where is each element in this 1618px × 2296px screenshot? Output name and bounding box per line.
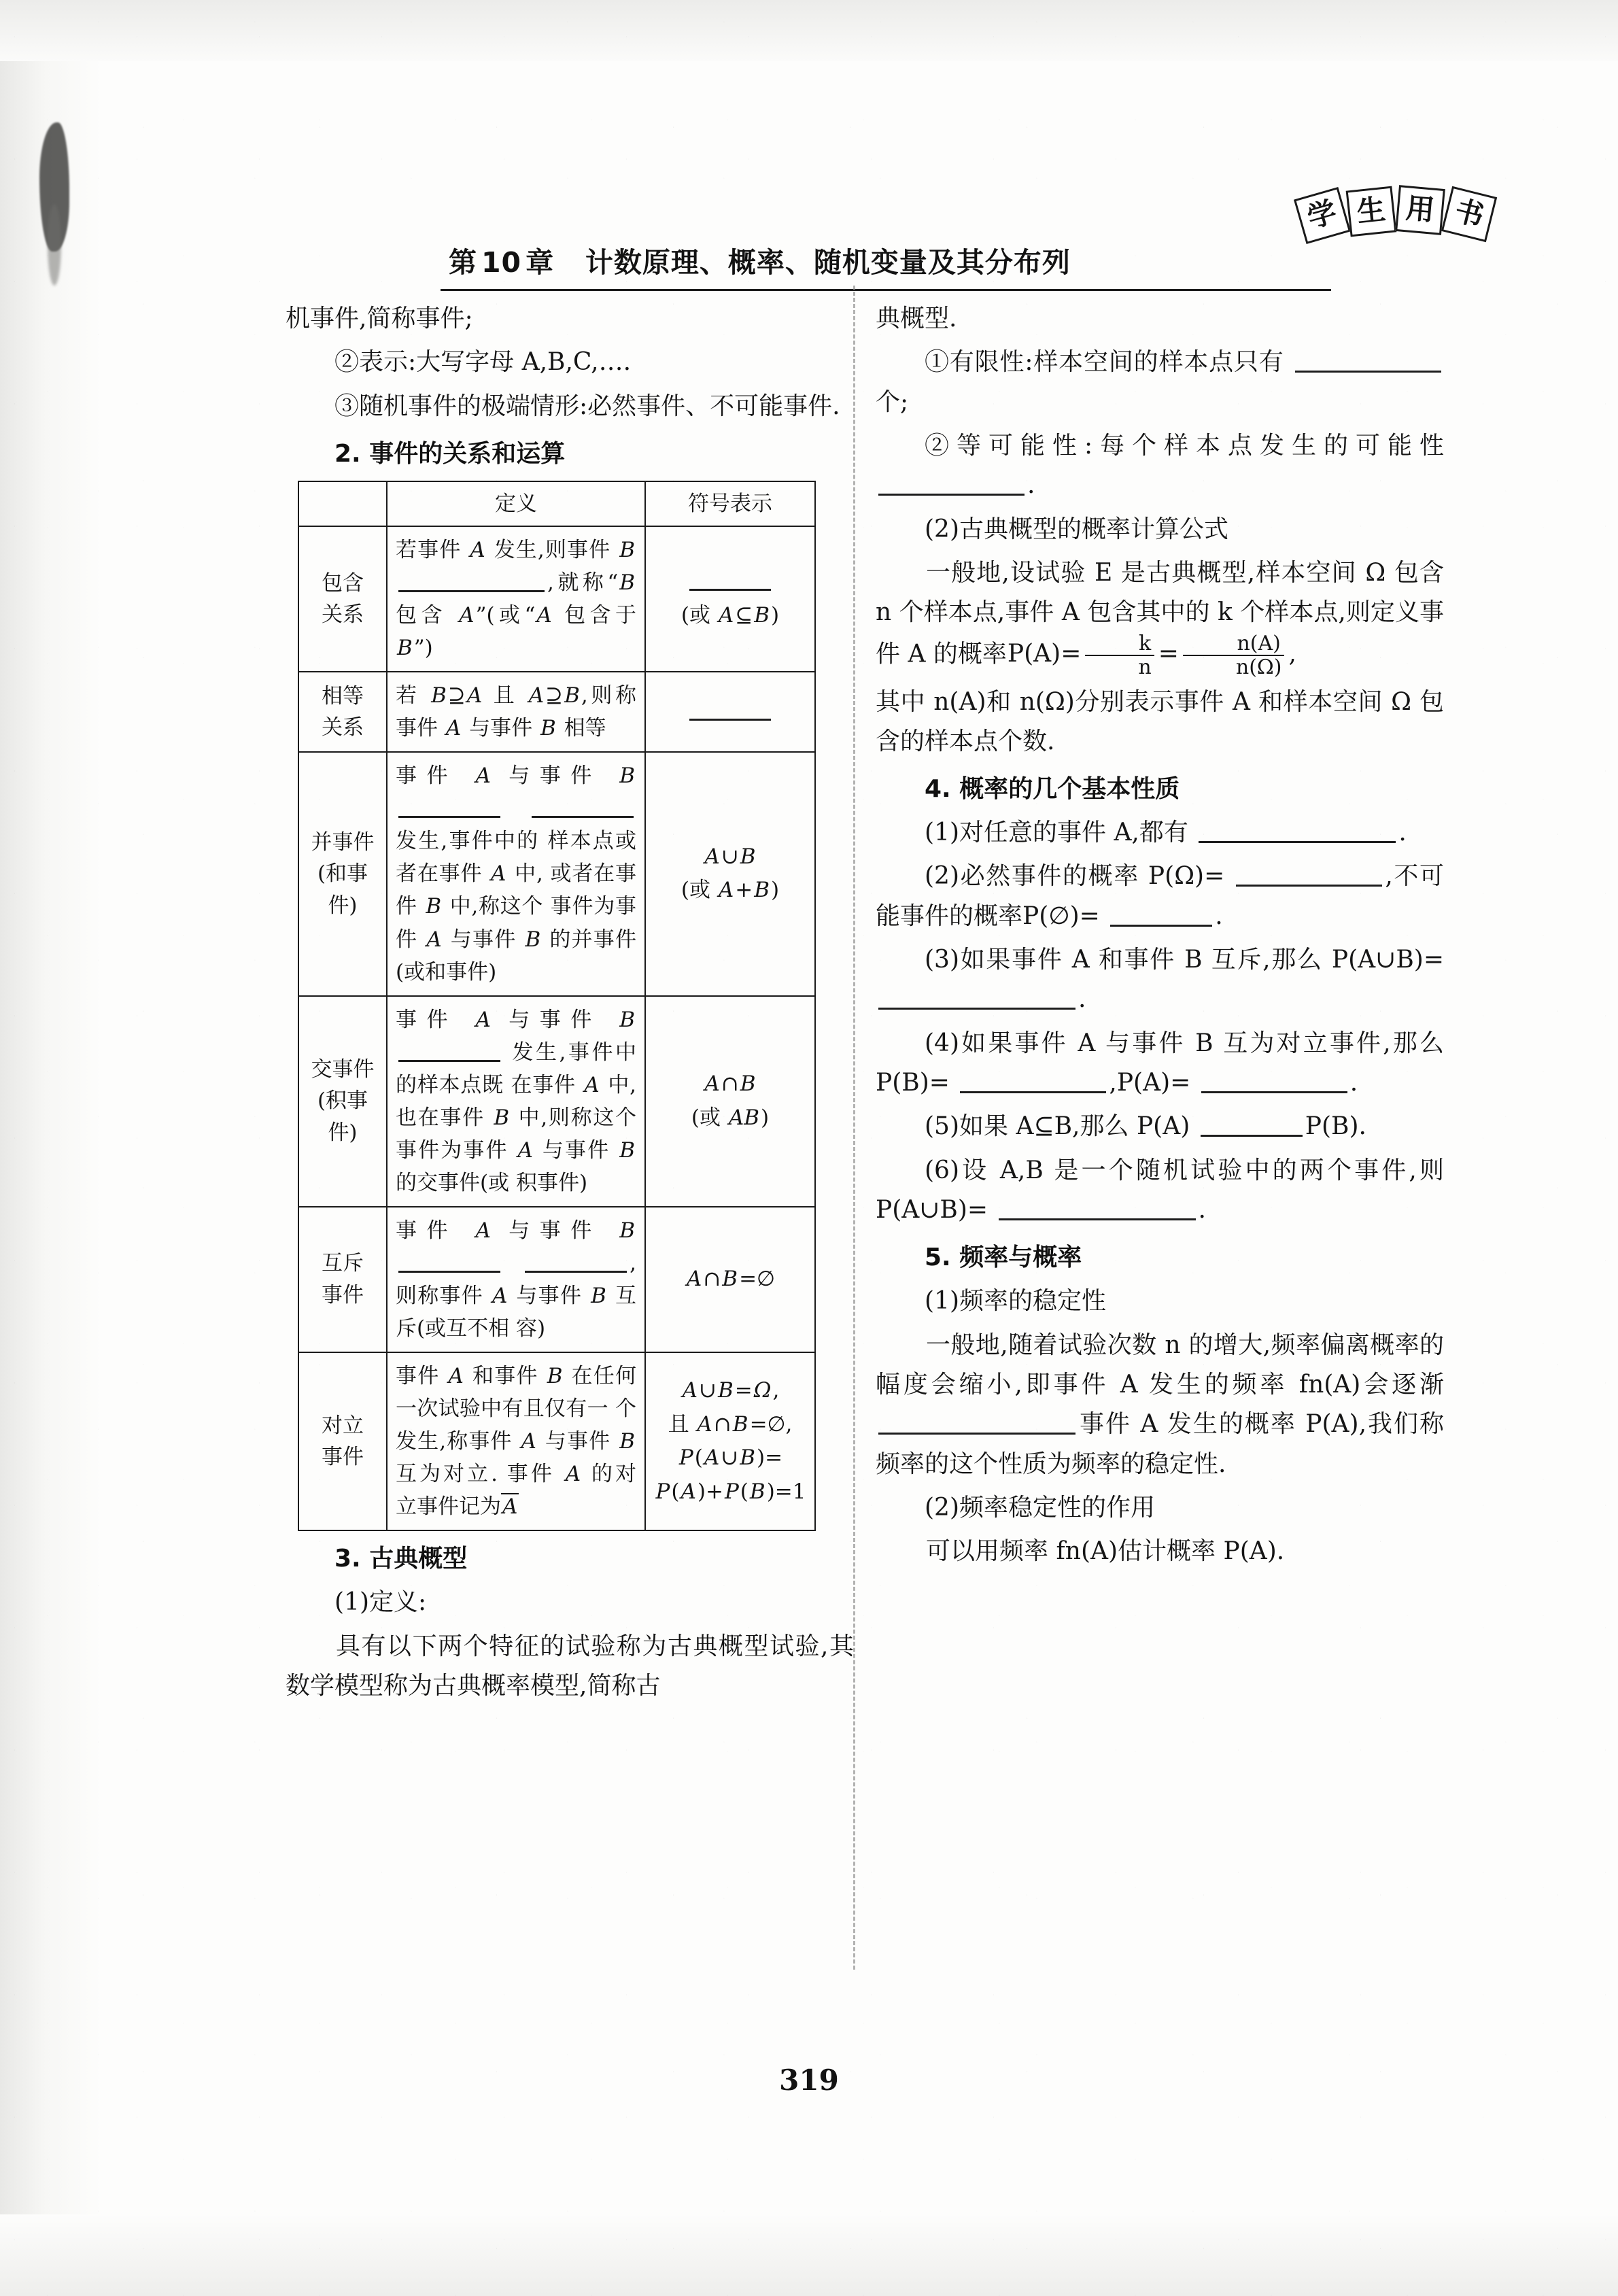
property-3-post: . bbox=[1078, 985, 1086, 1014]
property-5-pre: (5)如果 A⊆B,那么 P(A) bbox=[925, 1112, 1190, 1141]
fraction-nA-over-nOmega bbox=[1180, 633, 1288, 679]
chapter-title bbox=[449, 240, 1071, 280]
row-symbol-exclusive: A∩B=∅ bbox=[645, 1207, 815, 1352]
table-row bbox=[298, 672, 815, 752]
row-symbol-equal bbox=[645, 672, 815, 752]
fraction-numerator: k bbox=[1085, 633, 1154, 657]
row-definition-equal: 若 B⊇A 且 A⊇B,则称 事件 A 与事件 B 相等 bbox=[387, 672, 645, 752]
classical-formula-paragraph bbox=[876, 553, 1444, 679]
row-definition-intersect: 事件 A 与事件 B 发生,事件中的样本点既 在事件 A 中,也在事件 B 中,则称这个事件为事件 A 与事件 B 的交事件(或 积事件) bbox=[387, 996, 645, 1207]
row-symbol-union: A∪B (或 A+B) bbox=[645, 752, 815, 995]
table-header-category bbox=[298, 481, 387, 526]
chapter-unit: 章 bbox=[526, 246, 555, 279]
list-item-2: ②表示:大写字母 A,B,C,…. bbox=[334, 348, 632, 377]
row-category-exclusive: 互斥 事件 bbox=[298, 1207, 387, 1352]
row-definition-union: 事件 A 与事件 B 发生,事件中的 样本点或者在事件 A 中, 或者在事件 B 中,称这个 事件为事件 A 与事件 B 的并事件(或和事件) bbox=[387, 752, 645, 995]
inline-blank bbox=[1236, 867, 1382, 887]
classical-feature-2-post: . bbox=[1027, 471, 1035, 500]
inline-blank bbox=[398, 1253, 500, 1273]
chapter-title-text: 计数原理、概率、随机变量及其分布列 bbox=[585, 246, 1071, 279]
table-header-row bbox=[298, 481, 815, 526]
section-5-item-2: (2)频率稳定性的作用 bbox=[925, 1493, 1155, 1522]
section-5-heading: 5. 频率与概率 bbox=[925, 1244, 1082, 1272]
table-row bbox=[298, 996, 815, 1207]
inline-blank bbox=[878, 1415, 1075, 1435]
classical-feature-1-pre: ①有限性:样本空间的样本点只有 bbox=[925, 348, 1284, 377]
section-3-item-2: (2)古典概型的概率计算公式 bbox=[925, 515, 1228, 543]
property-1-post: . bbox=[1398, 819, 1407, 847]
event-relations-table bbox=[298, 481, 816, 1531]
classical-feature-1-post: 个; bbox=[876, 388, 909, 416]
property-3-pre: (3)如果事件 A 和事件 B 互斥,那么 P(A∪B)= bbox=[925, 946, 1444, 974]
fraction-denominator: n bbox=[1138, 655, 1152, 679]
section-5-body-post: 事件 A 发生的概率 P(A),我们称频率的这个性质为频率的稳定性. bbox=[876, 1410, 1444, 1478]
row-symbol-intersect: A∩B (或 AB) bbox=[645, 996, 815, 1207]
scan-artifact-blob-secondary bbox=[48, 204, 61, 286]
row-category-complement: 对立 事件 bbox=[298, 1352, 387, 1530]
symbol-blank bbox=[689, 574, 771, 591]
section-5-item-1: (1)频率的稳定性 bbox=[925, 1287, 1106, 1316]
row-category-equal: 相等 关系 bbox=[298, 672, 387, 752]
property-5-post: P(B). bbox=[1305, 1112, 1366, 1141]
section-2-heading: 2. 事件的关系和运算 bbox=[334, 439, 566, 468]
page-number: 319 bbox=[779, 2063, 839, 2097]
inline-blank bbox=[398, 1042, 500, 1062]
property-5 bbox=[876, 1107, 1444, 1146]
inline-blank bbox=[1295, 353, 1441, 373]
table-row bbox=[298, 1352, 815, 1530]
classical-formula-intro: 一般地,设试验 E 是古典概型,样本空间 Ω 包含 n 个样本点,事件 A 包含其中的 k 个样本点,则定义事件 A 的概率 bbox=[876, 558, 1444, 668]
inline-blank bbox=[525, 1253, 627, 1273]
symbol-blank bbox=[689, 704, 771, 721]
right-carryover-line: 典概型. bbox=[876, 305, 957, 332]
section-5-item-2-body: 可以用频率 fn(A)估计概率 P(A). bbox=[926, 1537, 1285, 1566]
inline-blank bbox=[960, 1074, 1106, 1093]
chapter-number: 10 bbox=[481, 246, 522, 279]
property-2-post: . bbox=[1215, 902, 1223, 930]
row-definition-complement: 事件 A 和事件 B 在任何 一次试验中有且仅有一 个发生,称事件 A 与事件 B 互为对立. 事件 A 的对 立事件记为A bbox=[387, 1352, 645, 1530]
stamp-char-4: 书 bbox=[1441, 186, 1497, 242]
section-5-body-pre: 一般地,随着试验次数 n 的增大,频率偏离概率的幅度会缩小,即事件 A 发生的频率 fn(A)会逐渐 bbox=[876, 1331, 1444, 1399]
student-book-stamp bbox=[1295, 154, 1499, 243]
table-row bbox=[298, 1207, 815, 1352]
property-1-pre: (1)对任意的事件 A,都有 bbox=[925, 819, 1188, 847]
table-header-definition: 定义 bbox=[387, 481, 645, 526]
row-definition-exclusive: 事件 A 与事件 B ,则称事件 A 与事件 B 互斥(或互不相 容) bbox=[387, 1207, 645, 1352]
left-column bbox=[286, 299, 854, 1710]
classical-feature-1 bbox=[876, 343, 1444, 422]
right-column bbox=[876, 299, 1444, 1575]
property-4-mid: ,P(A)= bbox=[1109, 1069, 1191, 1097]
inline-blank bbox=[398, 572, 545, 592]
stamp-char-2: 生 bbox=[1346, 186, 1397, 237]
formula-equals: = bbox=[1158, 640, 1179, 668]
section-3-body: 具有以下两个特征的试验称为古典概型试验,其数学模型称为古典概率模型,简称古 bbox=[286, 1632, 854, 1700]
classical-feature-2-pre: ②等可能性:每个样本点发生的可能性 bbox=[925, 431, 1444, 460]
property-2-mid: ,不可能事件的概率P(∅)= bbox=[876, 862, 1444, 930]
chapter-label: 第 bbox=[449, 246, 477, 279]
page-header bbox=[449, 191, 1487, 300]
formula-tail: , bbox=[1288, 640, 1296, 668]
inline-blank bbox=[1201, 1074, 1347, 1093]
property-1 bbox=[876, 813, 1444, 853]
inline-blank bbox=[999, 1201, 1196, 1220]
stamp-char-3: 用 bbox=[1395, 185, 1445, 235]
inline-blank bbox=[532, 798, 634, 818]
inline-blank bbox=[878, 990, 1075, 1010]
property-4-pre: (4)如果事件 A 与事件 B 互为对立事件,那么 P(B)= bbox=[876, 1029, 1444, 1097]
header-rule bbox=[441, 289, 1331, 291]
classical-formula-explanation: 其中 n(A)和 n(Ω)分别表示事件 A 和样本空间 Ω 包含的样本点个数. bbox=[876, 687, 1444, 755]
fraction-denominator: n(Ω) bbox=[1235, 655, 1282, 679]
row-category-intersect: 交事件 (积事件) bbox=[298, 996, 387, 1207]
fraction-numerator: n(A) bbox=[1183, 633, 1285, 657]
scan-top-shadow bbox=[0, 0, 1618, 61]
scan-left-shadow bbox=[0, 0, 102, 2296]
property-4 bbox=[876, 1024, 1444, 1103]
fraction-k-over-n bbox=[1082, 633, 1157, 679]
row-definition-contain: 若事件 A 发生,则事件 B ,就称“B 包含 A”(或“A 包含于 B”) bbox=[387, 526, 645, 672]
property-6 bbox=[876, 1151, 1444, 1231]
property-2-pre: (2)必然事件的概率 P(Ω)= bbox=[925, 862, 1225, 891]
scan-bottom-shadow bbox=[0, 2214, 1618, 2296]
classical-feature-2 bbox=[876, 426, 1444, 506]
inline-blank bbox=[1110, 907, 1212, 927]
stamp-char-1: 学 bbox=[1294, 187, 1351, 244]
inline-blank bbox=[1199, 823, 1396, 843]
formula-lhs: P(A)= bbox=[1007, 640, 1082, 668]
property-6-pre: (6)设 A,B 是一个随机试验中的两个事件,则 P(A∪B)= bbox=[876, 1156, 1444, 1224]
list-item-3: ③随机事件的极端情形:必然事件、不可能事件. bbox=[334, 392, 840, 420]
table-row bbox=[298, 526, 815, 672]
row-category-union: 并事件 (和事件) bbox=[298, 752, 387, 995]
section-4-heading: 4. 概率的几个基本性质 bbox=[925, 775, 1180, 804]
section-3-item-1: (1)定义: bbox=[334, 1588, 427, 1617]
property-3 bbox=[876, 940, 1444, 1020]
property-2 bbox=[876, 857, 1444, 936]
property-6-post: . bbox=[1198, 1195, 1206, 1224]
row-symbol-contain: (或 A⊆B) bbox=[645, 526, 815, 672]
row-symbol-complement: A∪B=Ω, 且 A∩B=∅, P(A∪B)= P(A)+P(B)=1 bbox=[645, 1352, 815, 1530]
section-5-body bbox=[876, 1326, 1444, 1484]
section-3-heading: 3. 古典概型 bbox=[334, 1545, 468, 1573]
property-4-post: . bbox=[1349, 1069, 1358, 1097]
table-row bbox=[298, 752, 815, 995]
row-category-contain: 包含 关系 bbox=[298, 526, 387, 672]
inline-blank bbox=[1201, 1117, 1303, 1137]
carryover-line: 机事件,简称事件; bbox=[286, 305, 473, 332]
table-header-symbol: 符号表示 bbox=[645, 481, 815, 526]
inline-blank bbox=[878, 476, 1025, 496]
inline-blank bbox=[398, 798, 500, 818]
